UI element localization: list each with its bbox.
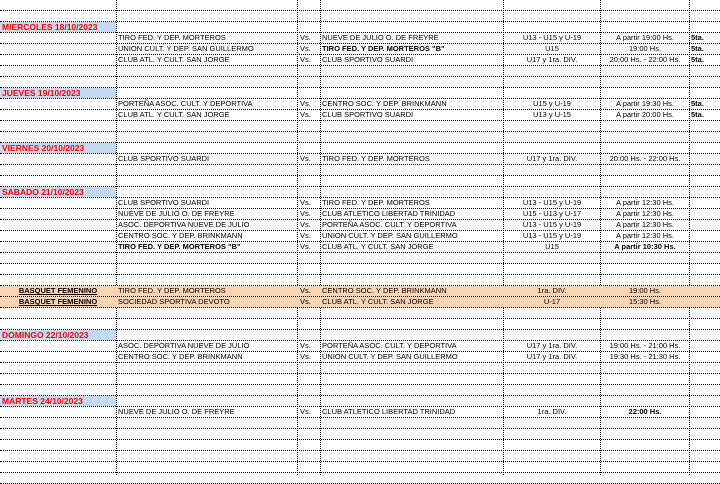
match-row: [0, 55, 720, 66]
vs-cell[interactable]: Vs.: [300, 33, 311, 42]
home-team-cell[interactable]: CLUB SPORTIVO SUARDI: [118, 154, 210, 163]
empty-row: [0, 165, 720, 176]
match-row: [0, 44, 720, 55]
day-header-row: [0, 396, 720, 407]
day-header-cell[interactable]: MIERCOLES 18/10/2023: [0, 22, 116, 32]
womens-basketball-label[interactable]: BASQUET FEMENINO: [0, 297, 116, 307]
away-team-cell[interactable]: TIRO FED. Y DEP. MORTEROS "B": [322, 44, 445, 53]
time-cell[interactable]: A partir 12:30 Hs.: [616, 231, 674, 240]
time-cell[interactable]: A partir 20:00 Hs.: [616, 110, 674, 119]
home-team-cell[interactable]: CLUB ATL. Y CULT. SAN JORGE: [118, 55, 230, 64]
home-team-cell[interactable]: CLUB ATL. Y CULT. SAN JORGE: [118, 110, 230, 119]
match-row: [0, 99, 720, 110]
home-team-cell[interactable]: TIRO FED. Y DEP. MORTEROS: [118, 286, 226, 295]
home-team-cell[interactable]: NUEVE DE JULIO O. DE FREYRE: [118, 209, 235, 218]
empty-row: [0, 253, 720, 264]
away-team-cell[interactable]: TIRO FED. Y DEP. MORTEROS: [322, 154, 430, 163]
empty-row: [0, 66, 720, 77]
empty-row: [0, 451, 720, 462]
day-header-row: [0, 187, 720, 198]
empty-row: [0, 308, 720, 319]
vs-cell[interactable]: Vs.: [300, 154, 311, 163]
away-team-cell[interactable]: CENTRO SOC. Y DEP. BRINKMANN: [322, 99, 447, 108]
round-cell[interactable]: 5ta.: [691, 110, 704, 119]
empty-row: [0, 132, 720, 143]
time-cell[interactable]: 15:30 Hs.: [628, 297, 662, 306]
day-header-row: [0, 22, 720, 33]
category-cell[interactable]: U13 - U15 y U-19: [522, 198, 582, 207]
time-cell[interactable]: 20:00 Hs. - 22:00 Hs.: [609, 55, 681, 64]
away-team-cell[interactable]: CLUB ATLETICO LIBERTAD TRINIDAD: [322, 209, 456, 218]
time-cell[interactable]: A partir 12:30 Hs.: [616, 220, 674, 229]
empty-row: [0, 275, 720, 286]
away-team-cell[interactable]: UNION CULT. Y DEP. SAN GUILLERMO: [322, 231, 458, 240]
category-cell[interactable]: U13 y U-15: [533, 110, 571, 119]
empty-row: [0, 264, 720, 275]
day-header-cell[interactable]: JUEVES 19/10/2023: [0, 88, 116, 98]
category-cell[interactable]: U17 y 1ra. DIV.: [526, 154, 578, 163]
home-team-cell[interactable]: SOCIEDAD SPORTIVA DEVOTO: [118, 297, 230, 306]
vs-cell[interactable]: Vs.: [300, 220, 311, 229]
home-team-cell[interactable]: UNION CULT. Y DEP. SAN GUILLERMO: [118, 44, 254, 53]
category-cell[interactable]: U15: [545, 242, 559, 251]
day-header-cell[interactable]: DOMINGO 22/10/2023: [0, 330, 116, 340]
empty-row: [0, 374, 720, 385]
category-cell[interactable]: 1ra. DIV.: [537, 407, 567, 416]
away-team-cell[interactable]: PORTEÑA ASOC. CULT. Y DEPORTIVA: [322, 220, 457, 229]
match-row: [0, 242, 720, 253]
away-team-cell[interactable]: NUEVE DE JULIO O. DE FREYRE: [322, 33, 439, 42]
time-cell[interactable]: 19:00 Hs.: [628, 286, 662, 295]
vs-cell[interactable]: Vs.: [300, 55, 311, 64]
match-row: [0, 407, 720, 418]
empty-row: [0, 429, 720, 440]
home-team-cell[interactable]: ASOC. DEPORTIVA NUEVE DE JULIO: [118, 220, 250, 229]
womens-match-row: [0, 297, 720, 308]
vs-cell[interactable]: Vs.: [300, 352, 311, 361]
match-row: [0, 198, 720, 209]
empty-row: [0, 176, 720, 187]
category-cell[interactable]: U17 y 1ra. DIV.: [526, 352, 578, 361]
time-cell[interactable]: A partir 10:30 Hs.: [614, 242, 676, 251]
empty-row: [0, 0, 720, 11]
vs-cell[interactable]: Vs.: [300, 286, 311, 295]
time-cell[interactable]: 19:00 Hs. - 21:00 Hs.: [609, 341, 681, 350]
category-cell[interactable]: U15 y U-19: [533, 99, 571, 108]
home-team-cell[interactable]: CLUB SPORTIVO SUARDI: [118, 198, 210, 207]
match-row: [0, 352, 720, 363]
home-team-cell[interactable]: NUEVE DE JULIO O. DE FREYRE: [118, 407, 235, 416]
category-cell[interactable]: 1ra. DIV.: [537, 286, 567, 295]
away-team-cell[interactable]: CLUB ATL. Y CULT. SAN JORGE: [322, 242, 434, 251]
round-cell[interactable]: 5ta.: [691, 55, 704, 64]
vs-cell[interactable]: Vs.: [300, 110, 311, 119]
home-team-cell[interactable]: ASOC. DEPORTIVA NUEVE DE JULIO: [118, 341, 250, 350]
away-team-cell[interactable]: CLUB SPORTIVO SUARDI: [322, 110, 414, 119]
away-team-cell[interactable]: CLUB ATLETICO LIBERTAD TRINIDAD: [322, 407, 456, 416]
away-team-cell[interactable]: CLUB ATL. Y CULT. SAN JORGE: [322, 297, 434, 306]
empty-row: [0, 385, 720, 396]
match-row: [0, 209, 720, 220]
away-team-cell[interactable]: UNION CULT. Y DEP. SAN GUILLERMO: [322, 352, 458, 361]
match-row: [0, 154, 720, 165]
away-team-cell[interactable]: TIRO FED. Y DEP. MORTEROS: [322, 198, 430, 207]
vs-cell[interactable]: Vs.: [300, 44, 311, 53]
day-header-row: [0, 143, 720, 154]
vs-cell[interactable]: Vs.: [300, 209, 311, 218]
time-cell[interactable]: 20:00 Hs. - 22:00 Hs.: [609, 154, 681, 163]
away-team-cell[interactable]: PORTEÑA ASOC. CULT. Y DEPORTIVA: [322, 341, 457, 350]
vs-cell[interactable]: Vs.: [300, 198, 311, 207]
vs-cell[interactable]: Vs.: [300, 99, 311, 108]
match-row: [0, 110, 720, 121]
category-cell[interactable]: U13 - U15 y U-19: [522, 33, 582, 42]
round-cell[interactable]: 5ta.: [691, 99, 704, 108]
time-cell[interactable]: A partir 19:30 Hs.: [616, 99, 674, 108]
home-team-cell[interactable]: TIRO FED. Y DEP. MORTEROS "B": [118, 242, 241, 251]
category-cell[interactable]: U15 - U13 y U-17: [522, 209, 582, 218]
time-cell[interactable]: A partir 19:00 Hs.: [616, 33, 674, 42]
empty-row: [0, 462, 720, 473]
empty-row: [0, 121, 720, 132]
home-team-cell[interactable]: CENTRO SOC. Y DEP. BRINKMANN: [118, 352, 243, 361]
away-team-cell[interactable]: CLUB SPORTIVO SUARDI: [322, 55, 414, 64]
category-cell[interactable]: U13 - U15 y U-19: [522, 220, 582, 229]
round-cell[interactable]: 5ta.: [691, 33, 704, 42]
match-row: [0, 220, 720, 231]
time-cell[interactable]: A partir 12:30 Hs.: [616, 198, 674, 207]
empty-row: [0, 418, 720, 429]
day-header-cell[interactable]: MARTES 24/10/2023: [0, 396, 116, 406]
category-cell[interactable]: U-17: [543, 297, 561, 306]
time-cell[interactable]: 19:30 Hs. - 21:30 Hs.: [609, 352, 681, 361]
womens-match-row: [0, 286, 720, 297]
time-cell[interactable]: A partir 12:30 Hs.: [616, 209, 674, 218]
away-team-cell[interactable]: CENTRO SOC. Y DEP. BRINKMANN: [322, 286, 447, 295]
day-header-cell[interactable]: SABADO 21/10/2023: [0, 187, 116, 197]
time-cell[interactable]: 22:00 Hs.: [628, 407, 662, 416]
category-cell[interactable]: U13 - U15 y U-19: [522, 231, 582, 240]
match-row: [0, 341, 720, 352]
day-header-row: [0, 88, 720, 99]
round-cell[interactable]: 5ta.: [691, 44, 704, 53]
womens-basketball-label[interactable]: BASQUET FEMENINO: [0, 286, 116, 296]
vs-cell[interactable]: Vs.: [300, 341, 311, 350]
empty-row: [0, 11, 720, 22]
vs-cell[interactable]: Vs.: [300, 297, 311, 306]
empty-row: [0, 440, 720, 451]
category-cell[interactable]: U17 y 1ra. DIV.: [526, 341, 578, 350]
day-header-cell[interactable]: VIERNES 20/10/2023: [0, 143, 116, 153]
vs-cell[interactable]: Vs.: [300, 242, 311, 251]
vs-cell[interactable]: Vs.: [300, 231, 311, 240]
match-row: [0, 33, 720, 44]
day-header-row: [0, 330, 720, 341]
category-cell[interactable]: U15: [545, 44, 559, 53]
home-team-cell[interactable]: CENTRO SOC. Y DEP. BRINKMANN: [118, 231, 243, 240]
vs-cell[interactable]: Vs.: [300, 407, 311, 416]
home-team-cell[interactable]: PORTEÑA ASOC. CULT. Y DEPORTIVA: [118, 99, 253, 108]
empty-row: [0, 319, 720, 330]
empty-row: [0, 363, 720, 374]
time-cell[interactable]: 19:00 Hs.: [628, 44, 662, 53]
category-cell[interactable]: U17 y 1ra. DIV.: [526, 55, 578, 64]
match-row: [0, 231, 720, 242]
empty-row: [0, 77, 720, 88]
home-team-cell[interactable]: TIRO FED. Y DEP. MORTEROS: [118, 33, 226, 42]
